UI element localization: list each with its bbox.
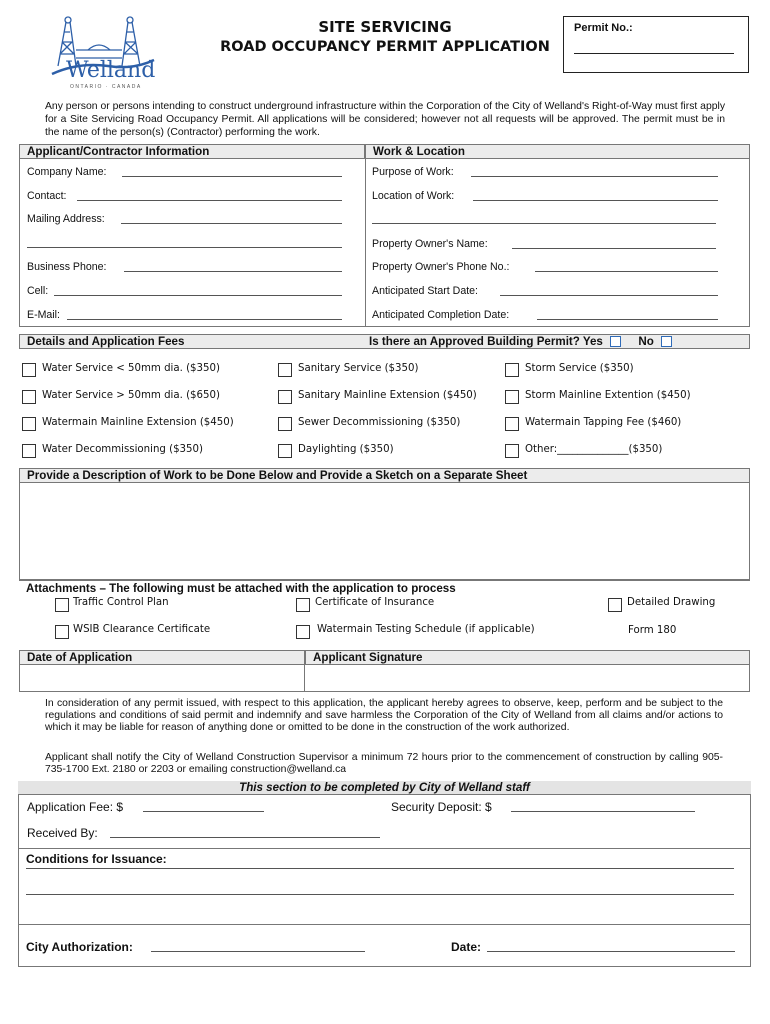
purpose-label: Purpose of Work: <box>372 166 454 178</box>
other-checkbox[interactable] <box>505 444 519 458</box>
water-service-large-checkbox[interactable] <box>22 390 36 404</box>
permit-number-label: Permit No.: <box>574 22 633 34</box>
conditions-line-2[interactable] <box>26 894 734 895</box>
water-decommissioning-label: Water Decommissioning ($350) <box>42 444 203 455</box>
contact-field[interactable] <box>77 191 342 201</box>
city-authorization-field[interactable] <box>151 942 365 952</box>
form-title-line1: SITE SERVICING <box>318 18 452 36</box>
staff-date-label: Date: <box>451 940 482 954</box>
insurance-label: Certificate of Insurance <box>315 597 435 608</box>
form-title-line2: ROAD OCCUPANCY PERMIT APPLICATION <box>220 39 550 55</box>
company-name-label: Company Name: <box>27 166 107 178</box>
application-fee-field[interactable] <box>143 802 264 812</box>
company-name-field[interactable] <box>122 167 342 177</box>
security-deposit-label: Security Deposit: $ <box>391 800 492 814</box>
email-field[interactable] <box>67 310 342 320</box>
start-date-label: Anticipated Start Date: <box>372 285 478 297</box>
owner-phone-field[interactable] <box>535 262 718 272</box>
applicant-heading: Applicant/Contractor Information <box>19 144 365 159</box>
sewer-decommissioning-label: Sewer Decommissioning ($350) <box>298 417 461 428</box>
applicant-signature-heading: Applicant Signature <box>305 650 750 665</box>
received-by-field[interactable] <box>110 828 380 838</box>
watermain-testing-label: Watermain Testing Schedule (if applicable) <box>317 624 535 635</box>
location-field-2[interactable] <box>372 214 716 224</box>
water-service-small-checkbox[interactable] <box>22 363 36 377</box>
sanitary-extension-checkbox[interactable] <box>278 390 292 404</box>
logo-wordmark: Welland <box>66 58 156 83</box>
building-permit-no-checkbox[interactable] <box>661 336 672 347</box>
sewer-decommissioning-checkbox[interactable] <box>278 417 292 431</box>
fees-heading: Details and Application Fees <box>27 335 185 348</box>
logo-subtitle: ONTARIO · CANADA <box>70 84 142 90</box>
owner-name-label: Property Owner's Name: <box>372 238 488 250</box>
location-field[interactable] <box>473 191 718 201</box>
description-textarea[interactable] <box>19 483 750 580</box>
description-heading: Provide a Description of Work to be Done Below and Provide a Sketch on a Separate Sheet <box>19 468 750 483</box>
traffic-plan-label: Traffic Control Plan <box>73 597 169 608</box>
building-permit-no-label: No <box>638 335 654 348</box>
cell-field[interactable] <box>54 286 342 296</box>
owner-name-field[interactable] <box>512 239 716 249</box>
sanitary-extension-label: Sanitary Mainline Extension ($450) <box>298 390 477 401</box>
permit-number-field[interactable] <box>574 53 734 54</box>
applicant-signature-field[interactable] <box>305 665 750 692</box>
daylighting-label: Daylighting ($350) <box>298 444 394 455</box>
water-service-large-label: Water Service > 50mm dia. ($650) <box>42 390 220 401</box>
storm-service-checkbox[interactable] <box>505 363 519 377</box>
start-date-field[interactable] <box>500 286 718 296</box>
storm-service-label: Storm Service ($350) <box>525 363 634 374</box>
detailed-drawing-label: Detailed Drawing <box>627 597 716 608</box>
form-180-label: Form 180 <box>628 625 677 636</box>
mailing-address-field-2[interactable] <box>27 238 342 248</box>
cell-label: Cell: <box>27 285 49 297</box>
intro-paragraph: Any person or persons intending to construct underground infrastructure within the Corporation of the City of Welland's Right-of-Way must first apply for a Site Servicing Road Occupancy Permit. All applications will be considered; however not all requests will be approved. The permit must be in the name of the person(s) (Contractor) performing the work. <box>45 101 726 138</box>
contact-label: Contact: <box>27 190 67 202</box>
attachments-heading: Attachments – The following must be attached with the application to process <box>26 582 456 595</box>
watermain-extension-checkbox[interactable] <box>22 417 36 431</box>
application-fee-label: Application Fee: $ <box>27 800 124 814</box>
tapping-fee-label: Watermain Tapping Fee ($460) <box>525 417 682 428</box>
sanitary-service-checkbox[interactable] <box>278 363 292 377</box>
business-phone-field[interactable] <box>124 262 342 272</box>
date-of-application-heading: Date of Application <box>19 650 305 665</box>
storm-extension-checkbox[interactable] <box>505 390 519 404</box>
staff-divider-2 <box>18 924 751 925</box>
wsib-label: WSIB Clearance Certificate <box>73 624 211 635</box>
traffic-plan-checkbox[interactable] <box>55 598 69 612</box>
received-by-label: Received By: <box>27 826 98 840</box>
completion-date-label: Anticipated Completion Date: <box>372 309 510 321</box>
welland-logo <box>48 14 158 92</box>
other-label: Other:______________($350) <box>525 444 663 455</box>
conditions-label: Conditions for Issuance: <box>26 852 167 866</box>
notify-paragraph: Applicant shall notify the City of Welland Construction Supervisor a minimum 72 hours prior to the commencement of construction by calling 905-735-1700 Ext. 2180 or 2203 or emailing construction@welland.ca <box>45 752 723 775</box>
wsib-checkbox[interactable] <box>55 625 69 639</box>
consideration-paragraph: In consideration of any permit issued, with respect to this application, the applicant hereby agrees to observe, keep, perform and be subject to the regulations and conditions of said permit and indemnify and save harmless the Corporation of the City of Welland from all claims and/or actions to which it may be liable for reason of anything done or omitted to be done in the construction of the work authorized. <box>45 698 723 733</box>
date-of-application-field[interactable] <box>19 665 305 692</box>
owner-phone-label: Property Owner's Phone No.: <box>372 261 510 273</box>
mailing-address-label: Mailing Address: <box>27 213 105 225</box>
sanitary-service-label: Sanitary Service ($350) <box>298 363 419 374</box>
daylighting-checkbox[interactable] <box>278 444 292 458</box>
attachments-divider <box>19 580 750 581</box>
storm-extension-label: Storm Mainline Extention ($450) <box>525 390 691 401</box>
building-permit-label: Is there an Approved Building Permit? Yes <box>369 335 603 348</box>
work-heading: Work & Location <box>365 144 750 159</box>
watermain-extension-label: Watermain Mainline Extension ($450) <box>42 417 234 428</box>
location-label: Location of Work: <box>372 190 455 202</box>
completion-date-field[interactable] <box>537 310 718 320</box>
purpose-field[interactable] <box>471 167 718 177</box>
building-permit-yes-checkbox[interactable] <box>610 336 621 347</box>
staff-heading: This section to be completed by City of Welland staff <box>18 781 751 795</box>
column-divider <box>365 159 366 327</box>
building-permit-question <box>369 335 672 348</box>
email-label: E-Mail: <box>27 309 60 321</box>
detailed-drawing-checkbox[interactable] <box>608 598 622 612</box>
city-authorization-label: City Authorization: <box>26 940 133 954</box>
watermain-testing-checkbox[interactable] <box>296 625 310 639</box>
tapping-fee-checkbox[interactable] <box>505 417 519 431</box>
conditions-line-1[interactable] <box>26 868 734 869</box>
water-service-small-label: Water Service < 50mm dia. ($350) <box>42 363 220 374</box>
staff-divider <box>18 848 751 849</box>
permit-number-box <box>563 16 749 73</box>
staff-date-field[interactable] <box>487 942 735 952</box>
insurance-checkbox[interactable] <box>296 598 310 612</box>
security-deposit-field[interactable] <box>511 802 695 812</box>
mailing-address-field[interactable] <box>121 214 342 224</box>
water-decommissioning-checkbox[interactable] <box>22 444 36 458</box>
business-phone-label: Business Phone: <box>27 261 107 273</box>
